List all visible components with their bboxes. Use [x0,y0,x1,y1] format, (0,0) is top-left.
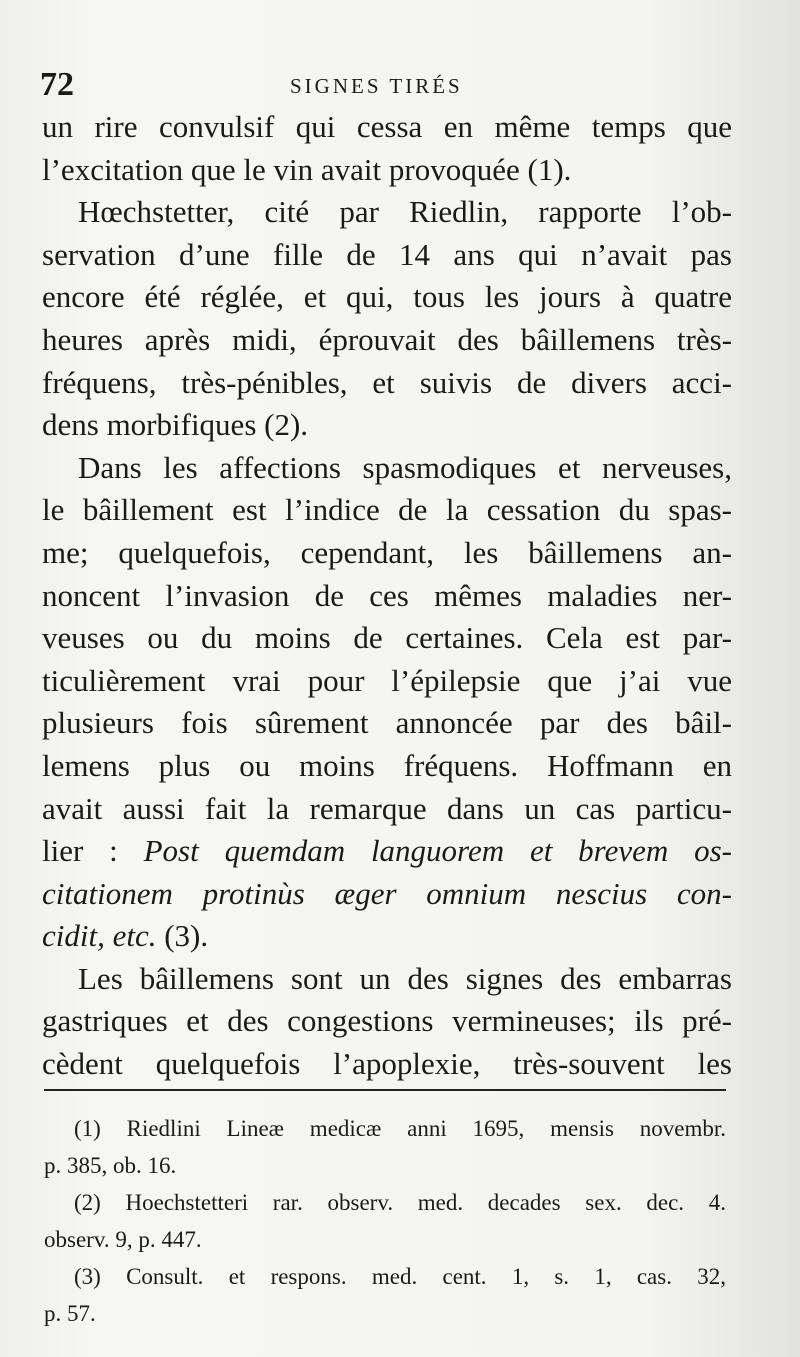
text-line: Dans les affections spasmodiques et nerveuses, [78,449,732,485]
footnote-1: (1) Riedlini Lineæ medicæ anni 1695, mensis novembr. [74,1116,726,1141]
text-line: un rire convulsif qui cessa en même temps que [42,109,732,144]
footnote-2: (2) Hoechstetteri rar. observ. med. decades sex. dec. 4. [74,1190,726,1215]
footnote-3-cont: p. 57. [44,1301,96,1326]
text-line [42,915,732,958]
page-number: 72 [40,66,74,103]
text-line: fréquens, très-pénibles, et suivis de divers acci- [42,364,732,400]
text-line: heures après midi, éprouvait des bâillemens très- [42,321,732,357]
text-line: avait aussi fait la remarque dans un cas particu- [42,790,732,826]
footnote-3: (3) Consult. et respons. med. cent. 1, s. 1, cas. 32, [74,1264,726,1289]
text-line: plusieurs fois sûrement annoncée par des bâil- [42,705,732,741]
latin-quote-line: citationem protinùs æger omnium nescius con- [42,875,732,911]
text-line: servation d’une fille de 14 ans qui n’avait pas [42,236,732,272]
text-span: (3). [164,918,209,954]
text-line [42,830,732,873]
text-line: Les bâillemens sont un des signes des embarras [78,960,732,996]
text-line: Hœchstetter, cité par Riedlin, rapporte l’ob- [78,194,732,230]
text-span: lier : [42,833,118,869]
text-line: le bâillement est l’indice de la cessation du spas- [42,492,732,528]
text-line: me; quelquefois, cependant, les bâillemens an- [42,534,732,570]
text-line: lemens plus ou moins fréquens. Hoffmann en [42,747,732,783]
latin-quote: Post quemdam languorem et brevem os- [143,833,732,869]
footnote-2-cont: observ. 9, p. 447. [44,1227,202,1252]
text-line: l’excitation que le vin avait provoquée (1). [42,151,572,187]
footnotes [44,1110,726,1332]
text-line: gastriques et des congestions vermineuses; ils pré- [42,1003,732,1039]
text-line: ticulièrement vrai pour l’épilepsie que j’ai vue [42,662,732,698]
text-line: dens morbifiques (2). [42,407,309,443]
text-line: encore été réglée, et qui, tous les jours à quatre [42,279,732,315]
running-head: SIGNES TIRÉS [290,74,463,98]
footnote-divider [44,1089,726,1091]
text-line: noncent l’invasion de ces mêmes maladies ner- [42,577,732,613]
footnote-1-cont: p. 385, ob. 16. [44,1153,177,1178]
body-text [42,106,732,1086]
text-line: veuses ou du moins de certaines. Cela est par- [42,620,732,656]
latin-quote: cidit, etc. [42,918,157,954]
page-header [40,66,740,106]
text-line: cèdent quelquefois l’apoplexie, très-souvent les [42,1046,732,1082]
